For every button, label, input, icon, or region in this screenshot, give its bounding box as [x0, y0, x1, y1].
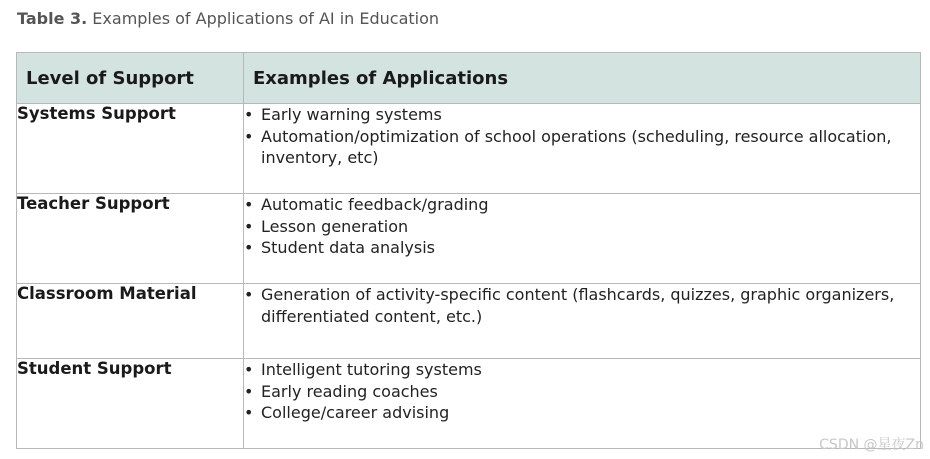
table-caption	[17, 9, 439, 28]
list-item: • Early warning systems	[244, 104, 920, 126]
examples-list	[244, 194, 920, 259]
applications-table	[16, 52, 921, 449]
list-item: • Generation of activity-specific content (flashcards, quizzes, graphic organizers, differentiated content, etc.)	[244, 284, 920, 327]
examples-cell	[244, 194, 921, 284]
table-header-row	[17, 53, 921, 104]
table-caption-text: Examples of Applications of AI in Education	[87, 9, 440, 28]
level-cell: Systems Support	[17, 104, 244, 194]
table-row-student-support	[17, 359, 921, 449]
examples-list	[244, 104, 920, 169]
list-item: • Intelligent tutoring systems	[244, 359, 920, 381]
list-item: • Early reading coaches	[244, 381, 920, 403]
list-item: • Automation/optimization of school operations (scheduling, resource allocation, inventory, etc)	[244, 126, 920, 169]
examples-list	[244, 359, 920, 424]
list-item: • College/career advising	[244, 402, 920, 424]
header-examples-of-applications: Examples of Applications	[244, 53, 921, 104]
level-cell: Teacher Support	[17, 194, 244, 284]
examples-cell	[244, 284, 921, 359]
table-row-systems-support	[17, 104, 921, 194]
examples-list	[244, 284, 920, 327]
list-item: • Automatic feedback/grading	[244, 194, 920, 216]
level-cell: Classroom Material	[17, 284, 244, 359]
list-item: • Lesson generation	[244, 216, 920, 238]
table-row-classroom-material	[17, 284, 921, 359]
table-row-teacher-support	[17, 194, 921, 284]
watermark: CSDN @星夜Zn	[819, 437, 924, 453]
list-item: • Student data analysis	[244, 237, 920, 259]
header-level-of-support: Level of Support	[17, 53, 244, 104]
examples-cell	[244, 104, 921, 194]
table-caption-label: Table 3.	[17, 9, 88, 28]
level-cell: Student Support	[17, 359, 244, 449]
